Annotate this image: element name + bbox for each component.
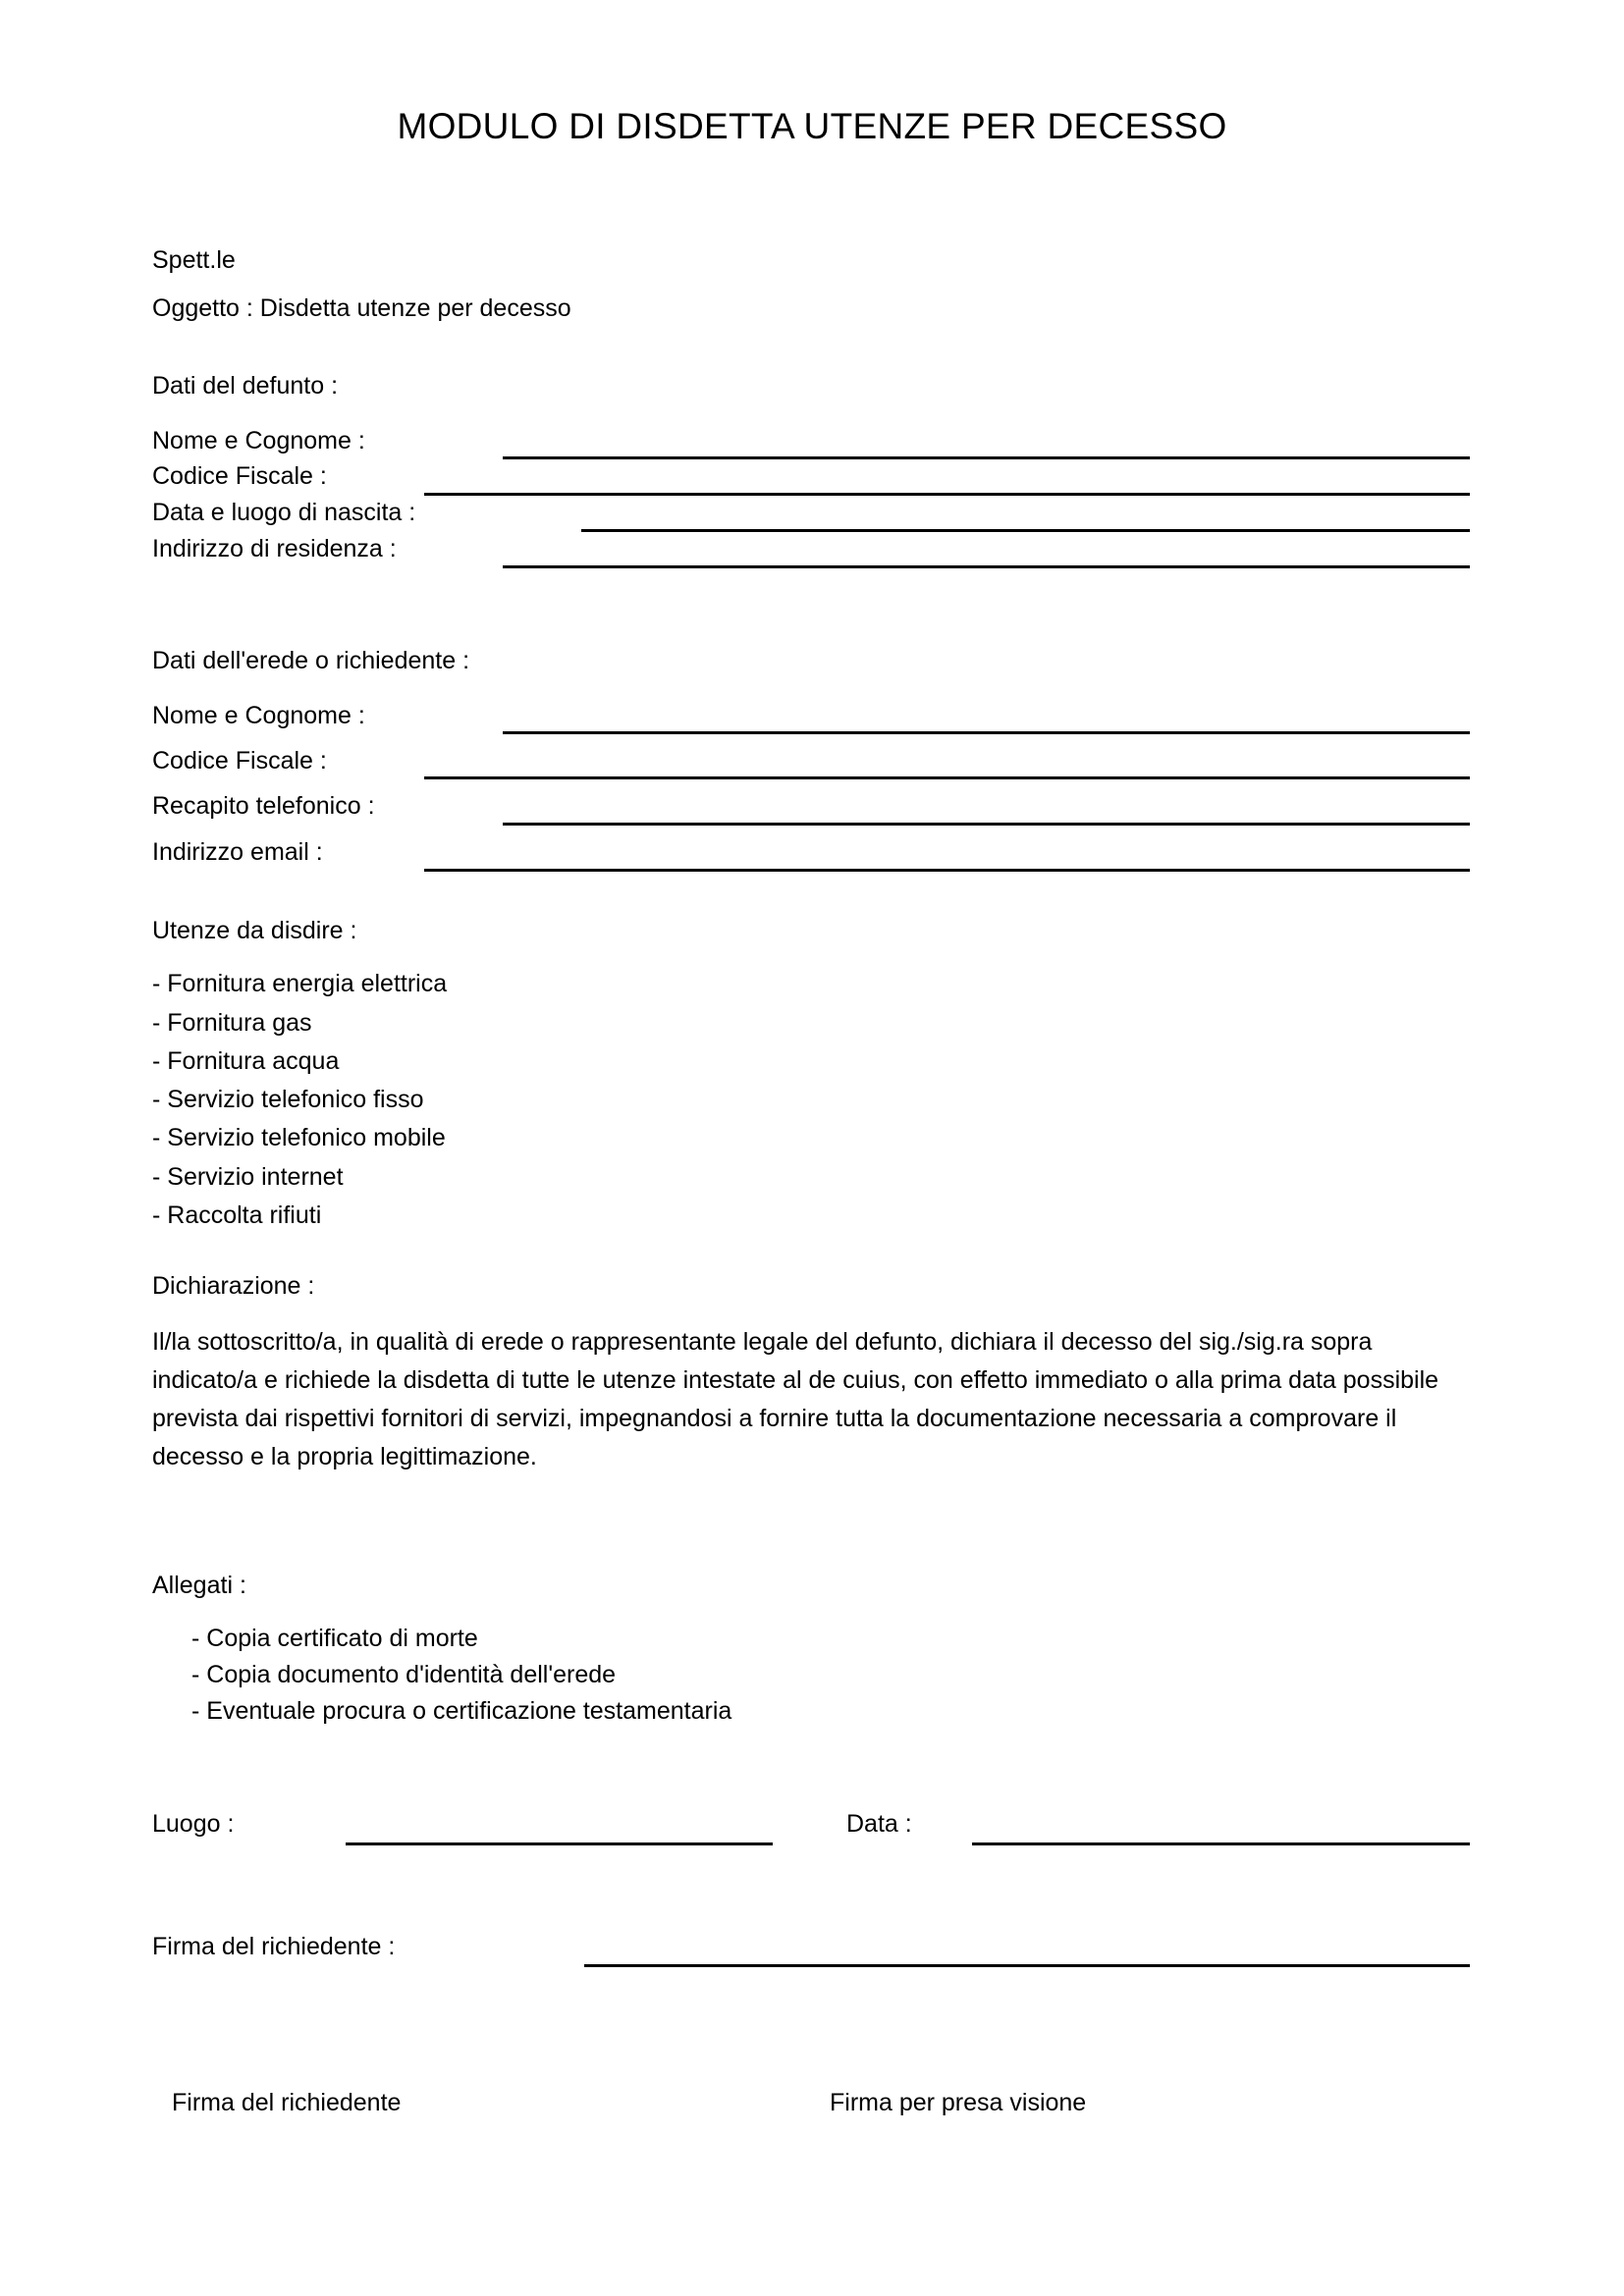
heir-email-input[interactable] xyxy=(424,869,1470,872)
deceased-address-label: Indirizzo di residenza : xyxy=(152,535,397,562)
utilities-section-heading: Utenze da disdire : xyxy=(152,917,357,944)
signature-input[interactable] xyxy=(584,1964,1470,1967)
deceased-fiscal-code-input[interactable] xyxy=(424,493,1470,496)
utility-item: - Fornitura gas xyxy=(152,1009,312,1037)
attachment-item: - Eventuale procura o certificazione testamentaria xyxy=(191,1697,732,1725)
heir-fiscal-code-input[interactable] xyxy=(424,776,1470,779)
place-label: Luogo : xyxy=(152,1810,235,1838)
place-input[interactable] xyxy=(346,1842,773,1845)
deceased-section-heading: Dati del defunto : xyxy=(152,372,339,400)
attachment-item: - Copia documento d'identità dell'erede xyxy=(191,1661,617,1688)
utility-item: - Servizio internet xyxy=(152,1163,344,1191)
subject-line: Oggetto : Disdetta utenze per decesso xyxy=(152,294,571,322)
heir-fiscal-code-label: Codice Fiscale : xyxy=(152,747,327,774)
signature-label: Firma del richiedente : xyxy=(152,1933,396,1960)
deceased-name-label: Nome e Cognome : xyxy=(152,427,365,454)
date-label: Data : xyxy=(846,1810,912,1838)
utility-item: - Fornitura energia elettrica xyxy=(152,970,448,997)
heir-name-input[interactable] xyxy=(503,731,1470,734)
heir-name-label: Nome e Cognome : xyxy=(152,702,365,729)
footer-right-caption: Firma per presa visione xyxy=(830,2089,1087,2116)
heir-email-label: Indirizzo email : xyxy=(152,838,323,866)
attachments-heading: Allegati : xyxy=(152,1572,246,1599)
deceased-name-input[interactable] xyxy=(503,456,1470,459)
heir-section-heading: Dati dell'erede o richiedente : xyxy=(152,647,470,674)
deceased-birth-input[interactable] xyxy=(581,529,1470,532)
utility-item: - Fornitura acqua xyxy=(152,1047,340,1075)
deceased-fiscal-code-label: Codice Fiscale : xyxy=(152,462,327,490)
heir-phone-input[interactable] xyxy=(503,823,1470,826)
utility-item: - Servizio telefonico fisso xyxy=(152,1086,424,1113)
date-input[interactable] xyxy=(972,1842,1470,1845)
attachment-item: - Copia certificato di morte xyxy=(191,1625,478,1652)
addressee-line: Spett.le xyxy=(152,246,236,274)
declaration-text: Il/la sottoscritto/a, in qualità di erede o rappresentante legale del defunto, dichiara il decesso del sig./sig.ra sopra indicato/a e richiede la disdetta di tutte le utenze intestate al de cuius, con effetto immediato o alla prima data possibile prevista dai rispettivi fornitori di servizi, impegnandosi a fornire tutta la documentazione necessaria a comprovare il decesso e la propria legittimazione. xyxy=(152,1328,1439,1470)
utility-item: - Raccolta rifiuti xyxy=(152,1201,322,1229)
deceased-birth-label: Data e luogo di nascita : xyxy=(152,499,416,526)
declaration-heading: Dichiarazione : xyxy=(152,1272,315,1300)
footer-left-caption: Firma del richiedente xyxy=(172,2089,402,2116)
deceased-address-input[interactable] xyxy=(503,565,1470,568)
page-title: MODULO DI DISDETTA UTENZE PER DECESSO xyxy=(397,106,1227,146)
heir-phone-label: Recapito telefonico : xyxy=(152,792,375,820)
utility-item: - Servizio telefonico mobile xyxy=(152,1124,446,1151)
